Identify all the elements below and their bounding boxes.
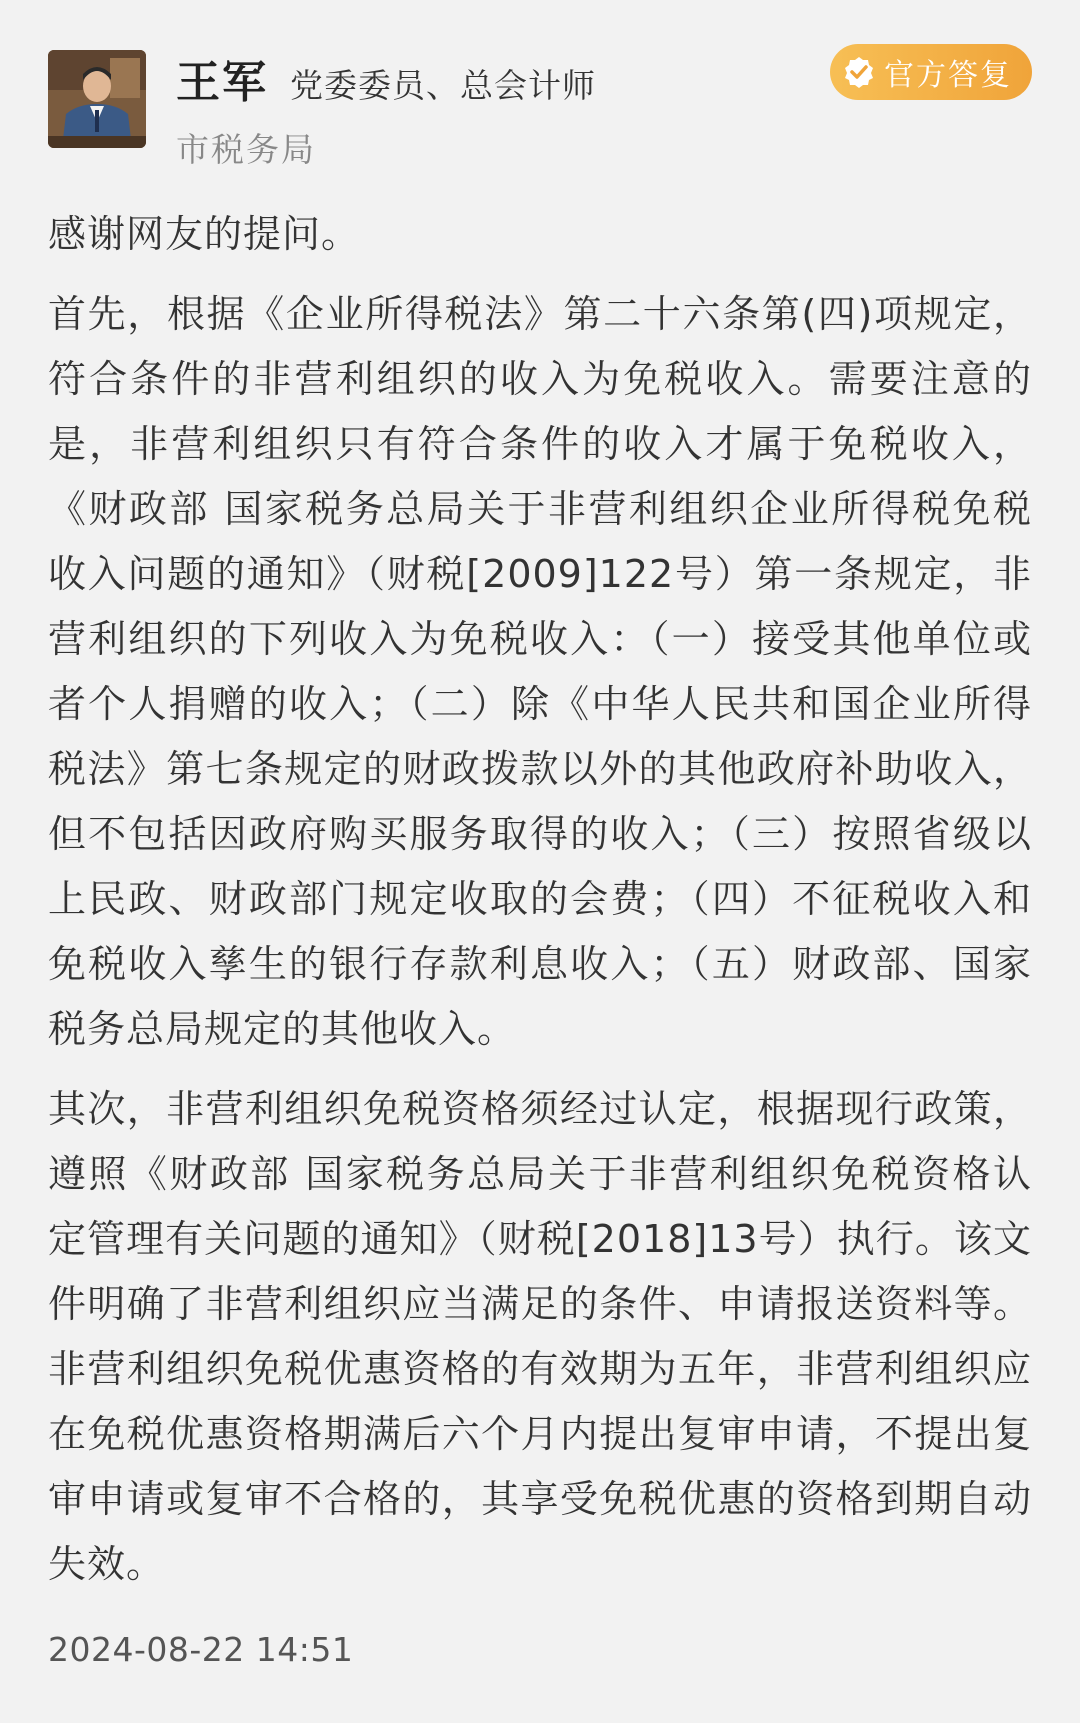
verified-check-icon <box>842 55 876 89</box>
avatar[interactable] <box>48 50 146 148</box>
answer-paragraph: 其次，非营利组织免税资格须经过认定，根据现行政策，遵照《财政部 国家税务总局关于非营利组织免税资格认定管理有关问题的通知》（财税[2018]13号）执行。该文件明确了非营利组织应当满足的条件、申请报送资料等。非营利组织免税优惠资格的有效期为五年，非营利组织应在免税优惠资格期满后六个月内提出复审申请，不提出复审申请或复审不合格的，其享受免税优惠的资格到期自动失效。 <box>48 1087 1032 1586</box>
answer-body <box>48 202 1032 1597</box>
official-answer-badge <box>830 44 1032 100</box>
avatar-portrait-icon <box>48 50 146 148</box>
author-role: 党委委员、总会计师 <box>290 66 596 105</box>
author-name-row <box>176 46 596 110</box>
author-name[interactable]: 王军 <box>176 57 268 108</box>
answer-header <box>48 0 1032 169</box>
author-info <box>176 46 596 171</box>
author-organization: 市税务局 <box>176 130 316 169</box>
post-timestamp: 2024-08-22 14:51 <box>48 1630 354 1669</box>
badge-label: 官方答复 <box>884 58 1012 93</box>
answer-paragraph: 首先，根据《企业所得税法》第二十六条第(四)项规定，符合条件的非营利组织的收入为免税收入。需要注意的是，非营利组织只有符合条件的收入才属于免税收入，《财政部 国家税务总局关于非营利组织企业所得税免税收入问题的通知》（财税[2009]122号）第一条规定，非营利组织的下列收入为免税收入：（一）接受其他单位或者个人捐赠的收入；（二）除《中华人民共和国企业所得税法》第七条规定的财政拨款以外的其他政府补助收入，但不包括因政府购买服务取得的收入；（三）按照省级以上民政、财政部门规定收取的会费；（四）不征税收入和免税收入孳生的银行存款利息收入；（五）财政部、国家税务总局规定的其他收入。 <box>48 292 1032 1051</box>
answer-paragraph: 感谢网友的提问。 <box>48 212 361 256</box>
